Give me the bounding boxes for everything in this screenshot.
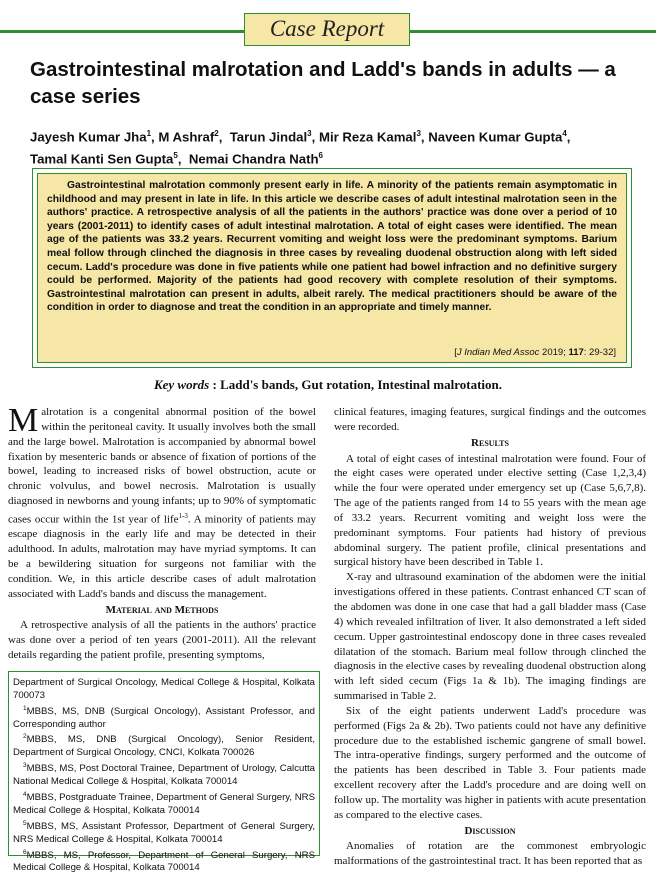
section-heading-results: Results <box>334 436 646 451</box>
intro-text-end: . A minority of patients may escape diagnosis in the early life and may be detected in their adulthood. In adults, malrotation may have myriad symptoms. It can be a bewildering situation for surgeons not familiar with the condition. We, in this article describe cases of adult malrotation associated with Ladd's bands and discuss the management. <box>8 514 316 600</box>
affiliation-item <box>13 703 315 732</box>
body-column-left <box>8 405 316 663</box>
affiliation-text: MBBS, MS, Assistant Professor, Department of General Surgery, NRS Medical College & Hospital, Kolkata 700014 <box>13 821 315 845</box>
intro-text: alrotation is a congenital abnormal position of the bowel within the peritoneal cavity. It usually involves both the small and the large bowel. Malrotation is accompanied by abnormal bowel fixation by mesenteric bands or absence of fixation of portions of the bowel, leading to increased risks of bowel obstruction, acute or chronic volvulus, and bowel necrosis. Malrotation is usually diagnosed in newborns and young infants; up to 90% of symptomatic cases occur within the 1st year of life <box>8 406 316 526</box>
author-list: Jayesh Kumar Jha$^1$, M Ashraf$^2$, Tarun Jindal$^3$, Mir Reza Kamal$^3$, Naveen Kumar Gupta$^4$, Tamal Kanti Sen Gupta$^5$, Nemai Chandra Nath$^6$ <box>30 124 640 169</box>
affiliation-sup: 3 <box>23 762 27 769</box>
citation-volume: 117 <box>568 347 583 358</box>
author-affil-ref: 1 <box>147 129 151 138</box>
affiliations-box <box>8 671 320 856</box>
affiliation-sup: 2 <box>23 733 27 740</box>
affiliation-item <box>13 818 315 847</box>
affiliation-sup: 6 <box>23 849 27 856</box>
header-band <box>0 0 656 48</box>
affiliation-item <box>13 789 315 818</box>
methods-paragraph: A retrospective analysis of all the patients in the authors' practice was done over a period of ten years (2001-2011). All the relevant details regarding the patient profile, presenting symptoms, <box>8 618 316 663</box>
citation-pages: : 29-32] <box>584 347 616 358</box>
body-column-right <box>334 405 646 869</box>
author-affil-ref: 2 <box>214 129 218 138</box>
author-name: Nemai Chandra Nath <box>189 152 319 167</box>
citation: [J Indian Med Assoc 2019; 117: 29-32] <box>454 347 616 358</box>
affiliation-text: MBBS, MS, Professor, Department of General Surgery, NRS Medical College & Hospital, Kolkata 700014 <box>13 850 315 874</box>
article-title: Gastrointestinal malrotation and Ladd's bands in adults — a case series <box>30 56 630 110</box>
section-heading-methods: Material and Methods <box>8 603 316 618</box>
affiliation-text: MBBS, MS, DNB (Surgical Oncology), Senior Resident, Department of Surgical Oncology, CNCI, Kolkata 700026 <box>13 735 315 759</box>
abstract-box <box>37 173 627 363</box>
affiliation-item <box>13 847 315 875</box>
affiliation-text: MBBS, MS, Post Doctoral Trainee, Department of Urology, Calcutta National Medical College & Hospital, Kolkata 700014 <box>13 763 315 787</box>
author-name: Tarun Jindal <box>230 129 307 144</box>
keywords <box>0 377 656 393</box>
keywords-label: Key words <box>154 377 209 392</box>
author-affil-ref: 4 <box>562 129 566 138</box>
author-affil-ref: 3 <box>307 129 311 138</box>
author-affil-ref: 6 <box>319 151 323 160</box>
affiliation-sup: 5 <box>23 820 27 827</box>
author-affil-ref: 5 <box>173 151 177 160</box>
section-label: Case Report <box>244 13 410 46</box>
author-name: Mir Reza Kamal <box>319 129 416 144</box>
affiliation-text: MBBS, MS, DNB (Surgical Oncology), Assistant Professor, and Corresponding author <box>13 706 315 730</box>
affiliation-sup: 4 <box>23 791 27 798</box>
drop-cap: M <box>8 408 38 434</box>
results-paragraph-1: A total of eight cases of intestinal malrotation were found. Four of the eight cases were operated under elective setting (Case 1,2,3,4) while the four were operated under emergency set up (Case 5,6,7,8). The age of the patients ranged from 14 to 55 years with the mean age of 33.2 years. Recurrent vomiting and weight loss were the predominant symptoms. Four patients had history of previous abdominal surgery. The patient profile, clinical presentations and surgical history have been described in Table 1. <box>334 452 646 571</box>
affiliation-dept: Department of Surgical Oncology, Medical College & Hospital, Kolkata 700073 <box>13 677 315 703</box>
author-affil-ref: 3 <box>416 129 420 138</box>
author-name: Jayesh Kumar Jha <box>30 129 147 144</box>
affiliation-text: MBBS, Postgraduate Trainee, Department of General Surgery, NRS Medical College & Hospital, Kolkata 700014 <box>13 792 315 816</box>
discussion-paragraph-1: Anomalies of rotation are the commonest embryologic malformations of the gastrointestinal tract. It has been reported that as <box>334 839 646 869</box>
author-name: Tamal Kanti Sen Gupta <box>30 152 173 167</box>
keywords-text: Ladd's bands, Gut rotation, Intestinal malrotation. <box>220 377 502 392</box>
keywords-separator: : <box>209 377 220 392</box>
section-heading-discussion: Discussion <box>334 824 646 839</box>
results-paragraph-2: X-ray and ultrasound examination of the abdomen were the initial investigations offered in these patients. Contrast enhanced CT scan of the abdomen was done in one case that had a gall bladder mass (Case 4) which revealed infiltration of liver. It also demonstrated a left sided cecum. Upper gastrointestinal endoscopy done in three cases revealed dilatation of the stomach. Barium meal follow through clinched the diagnosis in the elective cases by revealing duodenal obstruction along with left sided cecum (Figs 1a & 1b). The imaging findings are summarised in Table 2. <box>334 570 646 704</box>
citation-year: 2019; <box>542 347 566 358</box>
affiliation-item <box>13 731 315 760</box>
abstract-text: Gastrointestinal malrotation commonly present early in life. A minority of the patients remain asymptomatic in childhood and may present in late in life. In this article we describe cases of adult intestinal malrotation seen in the authors' practice. A retrospective analysis of all the patients in the authors' practice was done over a period of 10 years (2001-2011) to identify cases of adult intestinal malrotation. A total of eight cases were identified. The mean age of the patients was 33.2 years. Recurrent vomiting and weight loss were the predominant symptoms. Barium meal follow through clinched the diagnosis in three cases by revealing duodenal obstruction along with left sided cecum. Ladd's procedure was done in five patients while one patient had bowel infraction and no definitive surgery could be performed. Majority of the patients had good recovery with complete resolution of their symptoms. Gastrointestinal malrotation can present in adults, albeit rarely. The medical practitioners should be aware of the condition in order to diagnose and treat the condition in an appropriate and timely manner. <box>47 179 617 315</box>
abstract-frame <box>32 168 632 368</box>
results-paragraph-3: Six of the eight patients underwent Ladd's procedure was performed (Figs 2a & 2b). Two patients could not have any definitive procedure due to the established ischemic gangrene of small bowel. The intra-operative findings, surgery performed and the outcome of the patients has been described in Table 3. Four patients made excellent recovery after the Ladd's procedure and are doing well on follow up. The mortality was higher in patients with acute presentation as compared to the elective cases. <box>334 704 646 823</box>
citation-ref: 1-3 <box>179 512 188 520</box>
author-name: Naveen Kumar Gupta <box>428 129 562 144</box>
author-name: M Ashraf <box>158 129 214 144</box>
intro-paragraph <box>8 405 316 602</box>
affiliation-item <box>13 760 315 789</box>
methods-continuation: clinical features, imaging features, surgical findings and the outcomes were recorded. <box>334 405 646 435</box>
affiliation-sup: 1 <box>23 705 27 712</box>
citation-journal: J Indian Med Assoc <box>457 347 540 358</box>
